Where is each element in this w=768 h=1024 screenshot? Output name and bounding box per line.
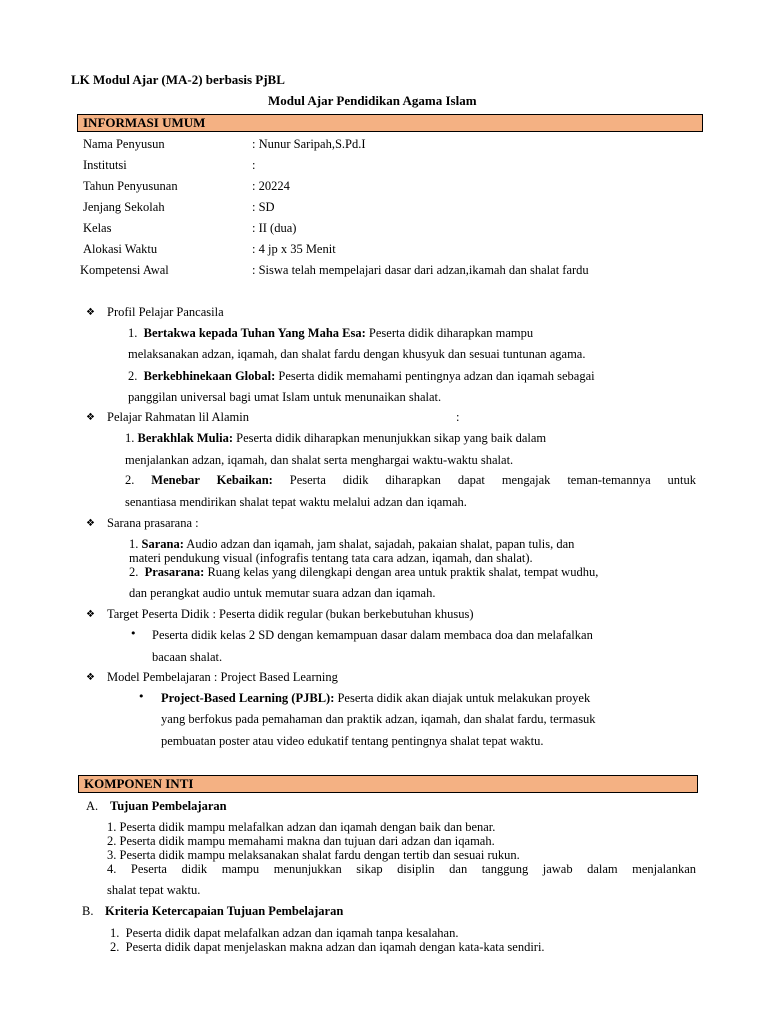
item-number: 2.: [125, 473, 135, 487]
item-title: Sarana:: [141, 537, 184, 551]
sarana-item-1: [129, 537, 574, 552]
rahmatan-heading: Pelajar Rahmatan lil Alamin: [107, 410, 249, 424]
model-item: [161, 691, 590, 706]
target-item-cont: bacaan shalat.: [152, 650, 223, 664]
item-title: Menebar Kebaikan:: [151, 473, 273, 487]
profil-item-2-cont: panggilan universal bagi umat Islam untuk menunaikan shalat.: [128, 390, 442, 404]
tujuan-item-2: 2. Peserta didik mampu memahami makna dan tujuan dari adzan dan iqamah.: [107, 834, 495, 848]
rahmatan-item-1-cont: menjalankan adzan, iqamah, dan shalat serta menghargai waktu-waktu shalat.: [125, 453, 514, 467]
rahmatan-colon: :: [456, 410, 460, 424]
model-item-cont-2: pembuatan poster atau video edukatif tentang pentingnya shalat tepat waktu.: [161, 734, 544, 748]
document-title: LK Modul Ajar (MA-2) berbasis PjBL: [71, 72, 285, 87]
diamond-bullet-icon: ❖: [86, 609, 95, 620]
item-number: 1.: [128, 326, 138, 340]
sarana-item-2: [129, 565, 598, 580]
round-bullet-icon: •: [138, 690, 145, 703]
kriteria-letter: B.: [82, 904, 94, 918]
item-text: Peserta didik dapat melafalkan adzan dan iqamah tanpa kesalahan.: [125, 926, 459, 940]
diamond-bullet-icon: ❖: [86, 672, 95, 683]
item-text: Ruang kelas yang dilengkapi dengan area untuk praktik shalat, tempat wudhu,: [204, 565, 599, 579]
round-bullet-icon: •: [130, 627, 137, 640]
sarana-item-2-cont: dan perangkat audio untuk memutar suara adzan dan iqamah.: [129, 586, 436, 600]
item-number: 2.: [128, 369, 138, 383]
item-title: Berakhlak Mulia:: [137, 431, 233, 445]
tujuan-item-1: 1. Peserta didik mampu melafalkan adzan dan iqamah dengan baik dan benar.: [107, 820, 496, 834]
item-number: 2.: [110, 940, 120, 954]
item-title: Project-Based Learning (PJBL):: [161, 691, 335, 705]
tujuan-item-4: 4. Peserta didik mampu menunjukkan sikap disiplin dan tanggung jawab dalam menjalankan: [107, 862, 696, 876]
profil-heading: Profil Pelajar Pancasila: [107, 305, 224, 319]
tujuan-item-4-cont: shalat tepat waktu.: [107, 883, 201, 897]
section-header-informasi-umum: INFORMASI UMUM: [77, 114, 703, 132]
diamond-bullet-icon: ❖: [86, 518, 95, 529]
tujuan-item-3: 3. Peserta didik mampu melaksanakan shalat fardu dengan tertib dan sesuai rukun.: [107, 848, 520, 862]
info-value: :: [252, 158, 256, 172]
item-number: 1.: [129, 537, 139, 551]
rahmatan-item-2: [125, 473, 696, 488]
info-value: : 20224: [252, 179, 290, 193]
info-label: Jenjang Sekolah: [83, 200, 165, 214]
item-text: Audio adzan dan iqamah, jam shalat, sajadah, pakaian shalat, papan tulis, dan: [183, 537, 575, 551]
model-item-cont-1: yang berfokus pada pemahaman dan praktik adzan, iqamah, dan shalat fardu, termasuk: [161, 712, 596, 726]
item-number: 2.: [129, 565, 139, 579]
tujuan-title: Tujuan Pembelajaran: [110, 799, 227, 813]
profil-item-1-cont: melaksanakan adzan, iqamah, dan shalat fardu dengan khusyuk dan sesuai tuntunan agama.: [128, 347, 586, 361]
info-label: Institutsi: [83, 158, 127, 172]
item-text: Peserta didik dapat menjelaskan makna adzan dan iqamah dengan kata-kata sendiri.: [125, 940, 545, 954]
kriteria-title: Kriteria Ketercapaian Tujuan Pembelajaran: [105, 904, 344, 918]
section-header-komponen-inti: KOMPONEN INTI: [78, 775, 698, 793]
diamond-bullet-icon: ❖: [86, 412, 95, 423]
rahmatan-item-1: [125, 431, 546, 446]
sarana-item-1-cont: materi pendukung visual (infografis tentang tata cara adzan, iqamah, dan shalat).: [129, 551, 533, 565]
info-label: Alokasi Waktu: [83, 242, 158, 256]
info-value: : II (dua): [252, 221, 297, 235]
target-heading: Target Peserta Didik : Peserta didik regular (bukan berkebutuhan khusus): [107, 607, 474, 621]
info-value: : Siswa telah mempelajari dasar dari adzan,ikamah dan shalat fardu: [252, 263, 589, 277]
item-text: Peserta didik diharapkan menunjukkan sikap yang baik dalam: [233, 431, 547, 445]
item-text: Peserta didik memahami pentingnya adzan dan iqamah sebagai: [275, 369, 595, 383]
item-text: Peserta didik diharapkan dapat mengajak teman-temannya untuk: [272, 473, 697, 487]
info-value: : 4 jp x 35 Menit: [252, 242, 336, 256]
item-number: 1.: [110, 926, 120, 940]
diamond-bullet-icon: ❖: [86, 307, 95, 318]
document-subtitle: Modul Ajar Pendidikan Agama Islam: [268, 93, 477, 108]
profil-item-1: [128, 326, 533, 341]
info-label: Kelas: [83, 221, 112, 235]
item-text: Peserta didik diharapkan mampu: [365, 326, 534, 340]
model-heading: Model Pembelajaran : Project Based Learning: [107, 670, 338, 684]
info-value: : SD: [252, 200, 275, 214]
sarana-heading: Sarana prasarana :: [107, 516, 199, 530]
info-label: Nama Penyusun: [83, 137, 165, 151]
item-number: 1.: [125, 431, 135, 445]
item-title: Bertakwa kepada Tuhan Yang Maha Esa:: [143, 326, 366, 340]
item-title: Prasarana:: [144, 565, 205, 579]
profil-item-2: [128, 369, 595, 384]
info-value: : Nunur Saripah,S.Pd.I: [252, 137, 366, 151]
kriteria-item-2: [110, 940, 545, 955]
kriteria-item-1: [110, 926, 458, 941]
item-text: Peserta didik akan diajak untuk melakukan proyek: [334, 691, 591, 705]
tujuan-letter: A.: [86, 799, 99, 813]
info-label: Tahun Penyusunan: [83, 179, 178, 193]
info-label: Kompetensi Awal: [80, 263, 169, 277]
target-item: Peserta didik kelas 2 SD dengan kemampuan dasar dalam membaca doa dan melafalkan: [152, 628, 593, 642]
rahmatan-item-2-cont: senantiasa mendirikan shalat tepat waktu melalui adzan dan iqamah.: [125, 495, 467, 509]
item-title: Berkebhinekaan Global:: [143, 369, 276, 383]
